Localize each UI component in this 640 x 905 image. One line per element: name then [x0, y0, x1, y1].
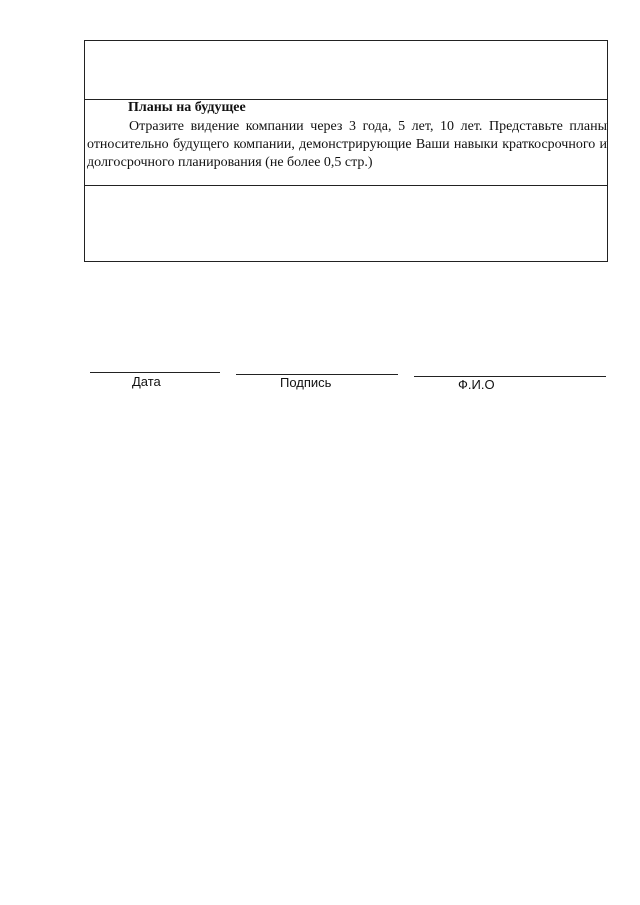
answer-area-previous[interactable]: [85, 41, 607, 100]
date-label: Дата: [132, 374, 161, 389]
section-instructions: Отразите видение компании через 3 года, 5 лет, 10 лет. Представьте планы относительно будущего компании, демонстрирующие Ваши навыки краткосрочного и долгосрочного планирования (не более 0,5 стр.): [87, 119, 607, 170]
form-table: [84, 40, 608, 262]
future-plans-answer-area[interactable]: [85, 186, 607, 261]
future-plans-question: [85, 100, 607, 186]
section-heading: Планы на будущее: [128, 100, 246, 115]
signature-label: Подпись: [280, 375, 332, 390]
name-label: Ф.И.О: [458, 377, 495, 392]
date-line[interactable]: [90, 372, 220, 373]
name-line[interactable]: [414, 376, 606, 377]
